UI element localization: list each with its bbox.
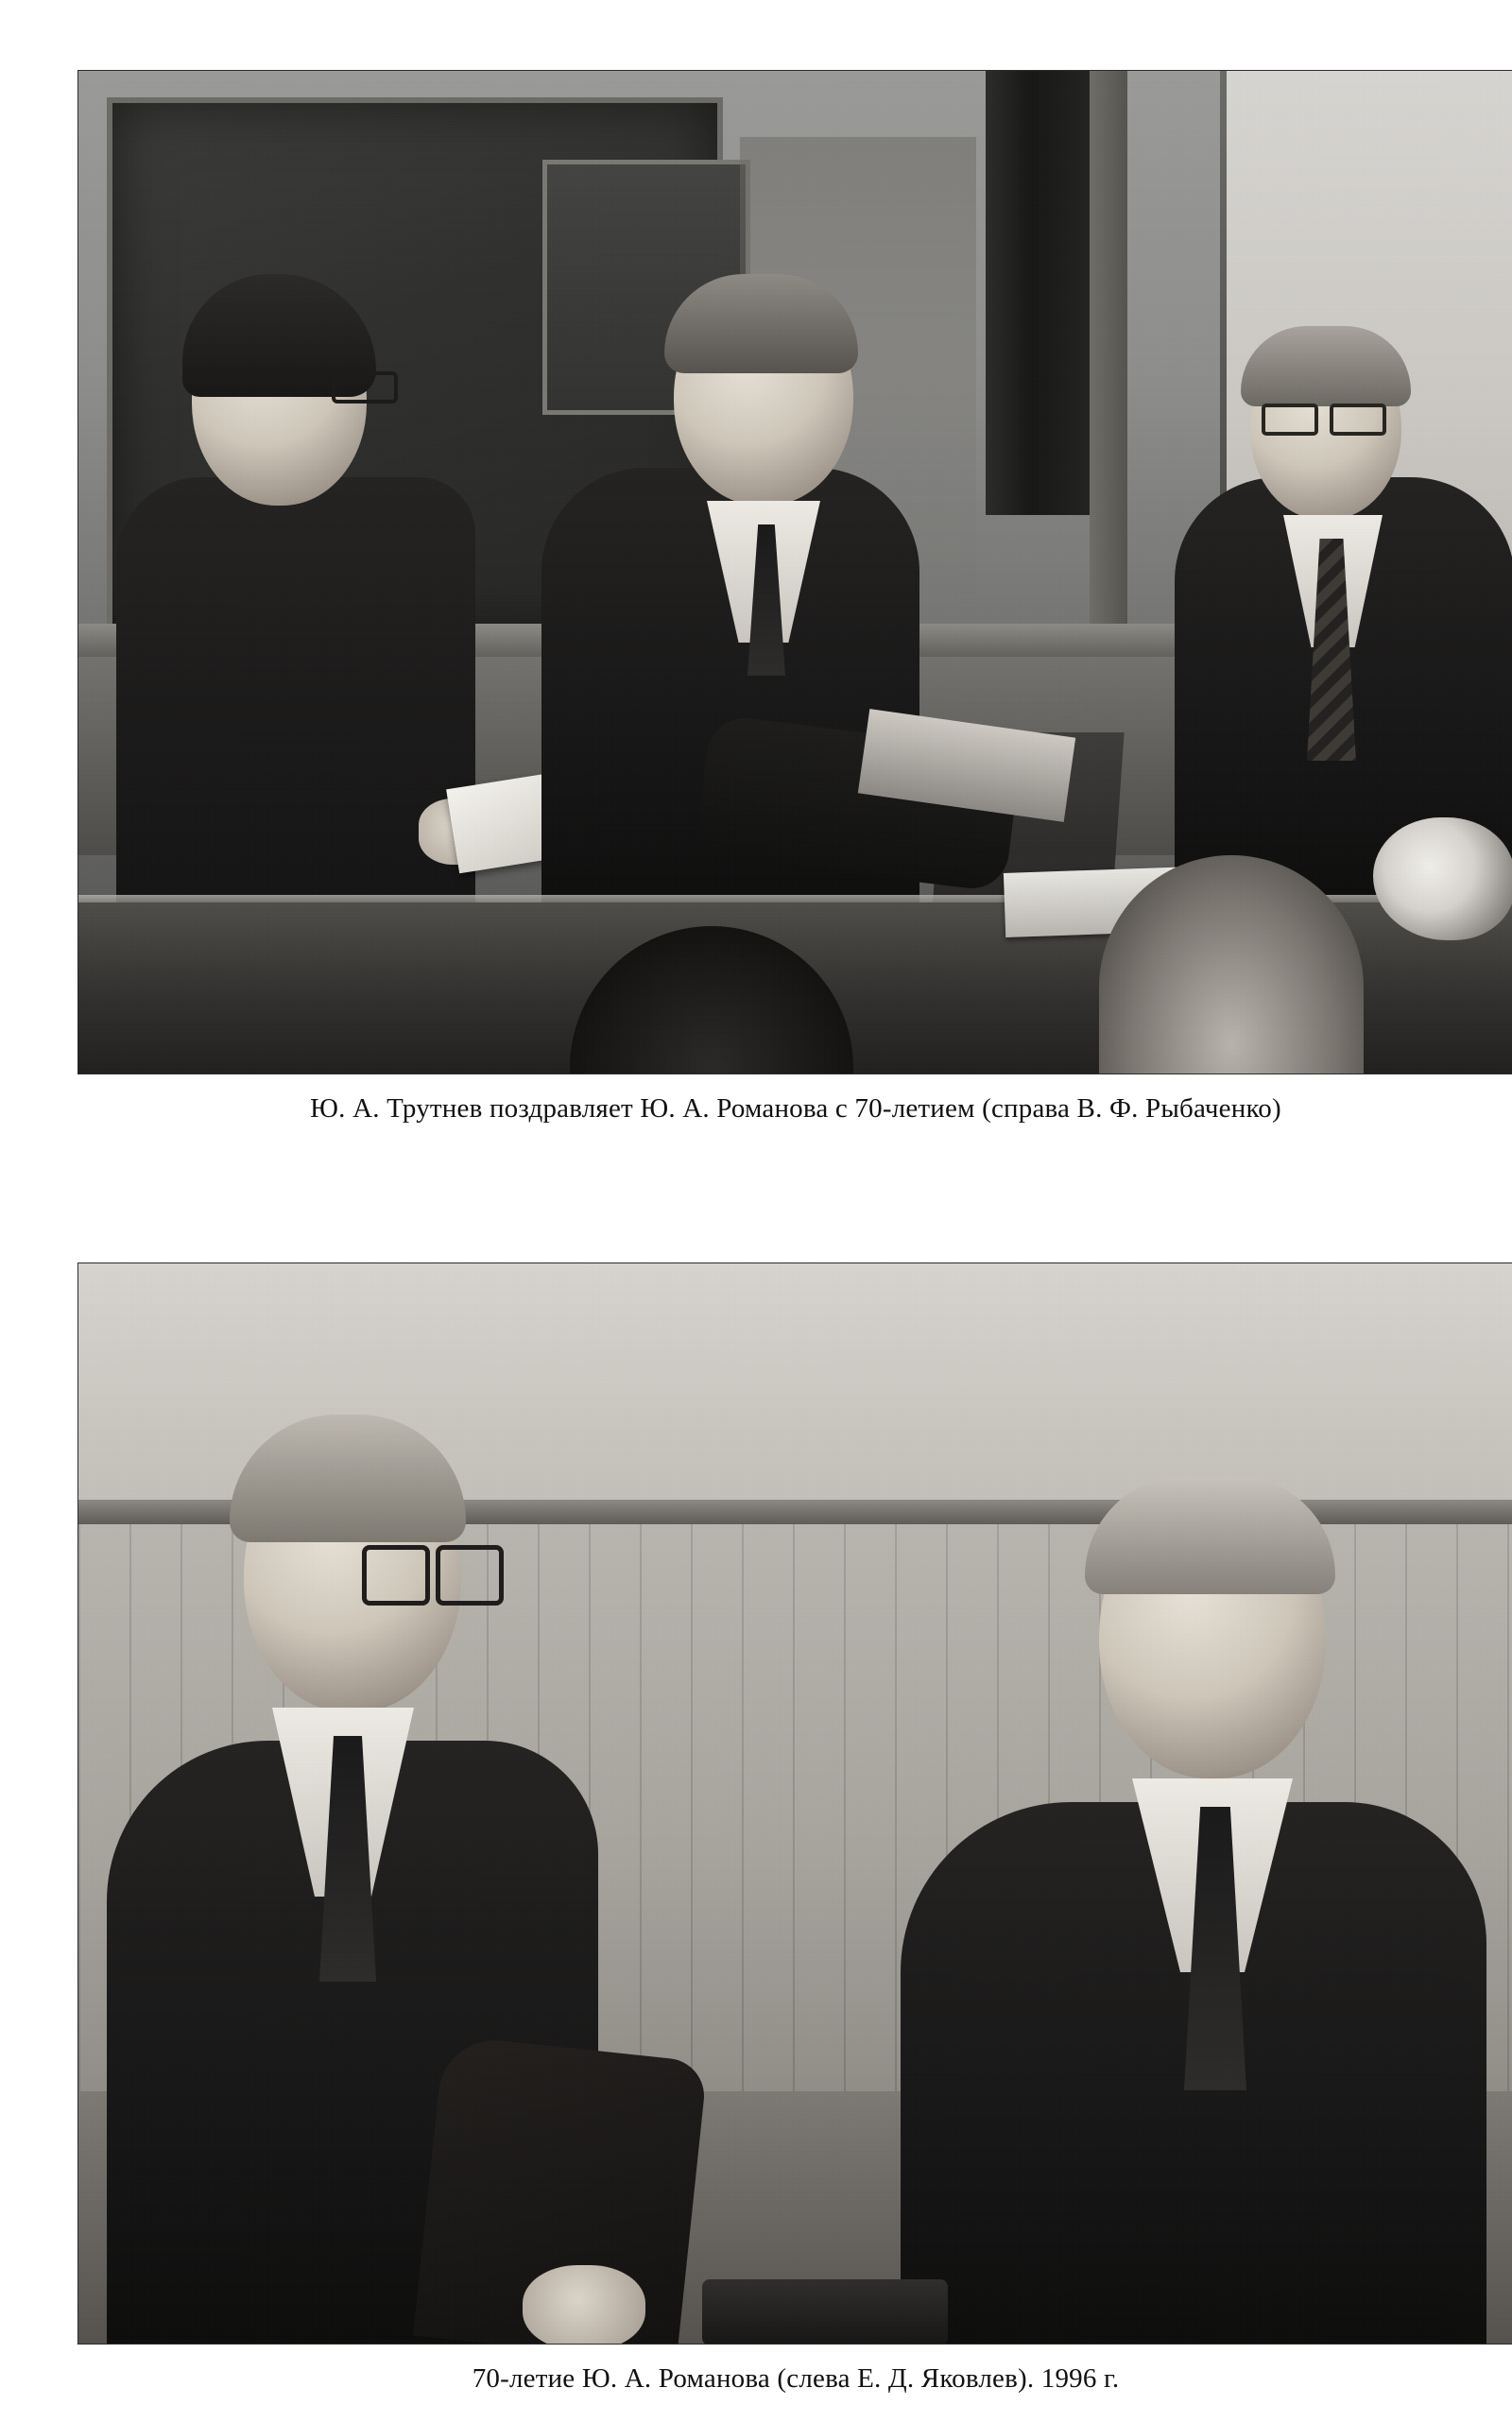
figure-top-caption: Ю. А. Трутнев поздравляет Ю. А. Романова с 70-летием (справа В. Ф. Рыбаченко) [310, 1093, 1281, 1124]
photo-romanov-70th-anniversary [77, 1263, 1512, 2345]
person-left-hand [523, 2265, 645, 2345]
dark-curtain [986, 71, 1099, 515]
photo-trutnev-congratulates-romanov [77, 70, 1512, 1074]
person-left-glasses [332, 371, 398, 404]
figure-bottom [77, 1263, 1512, 2396]
figure-bottom-caption: 70-летие Ю. А. Романова (слева Е. Д. Яковлев). 1996 г. [472, 2363, 1120, 2394]
person-right-glasses [1262, 404, 1386, 428]
figure-top [77, 70, 1512, 1125]
person-left-glasses [362, 1545, 504, 1602]
foreground-object [702, 2279, 948, 2345]
